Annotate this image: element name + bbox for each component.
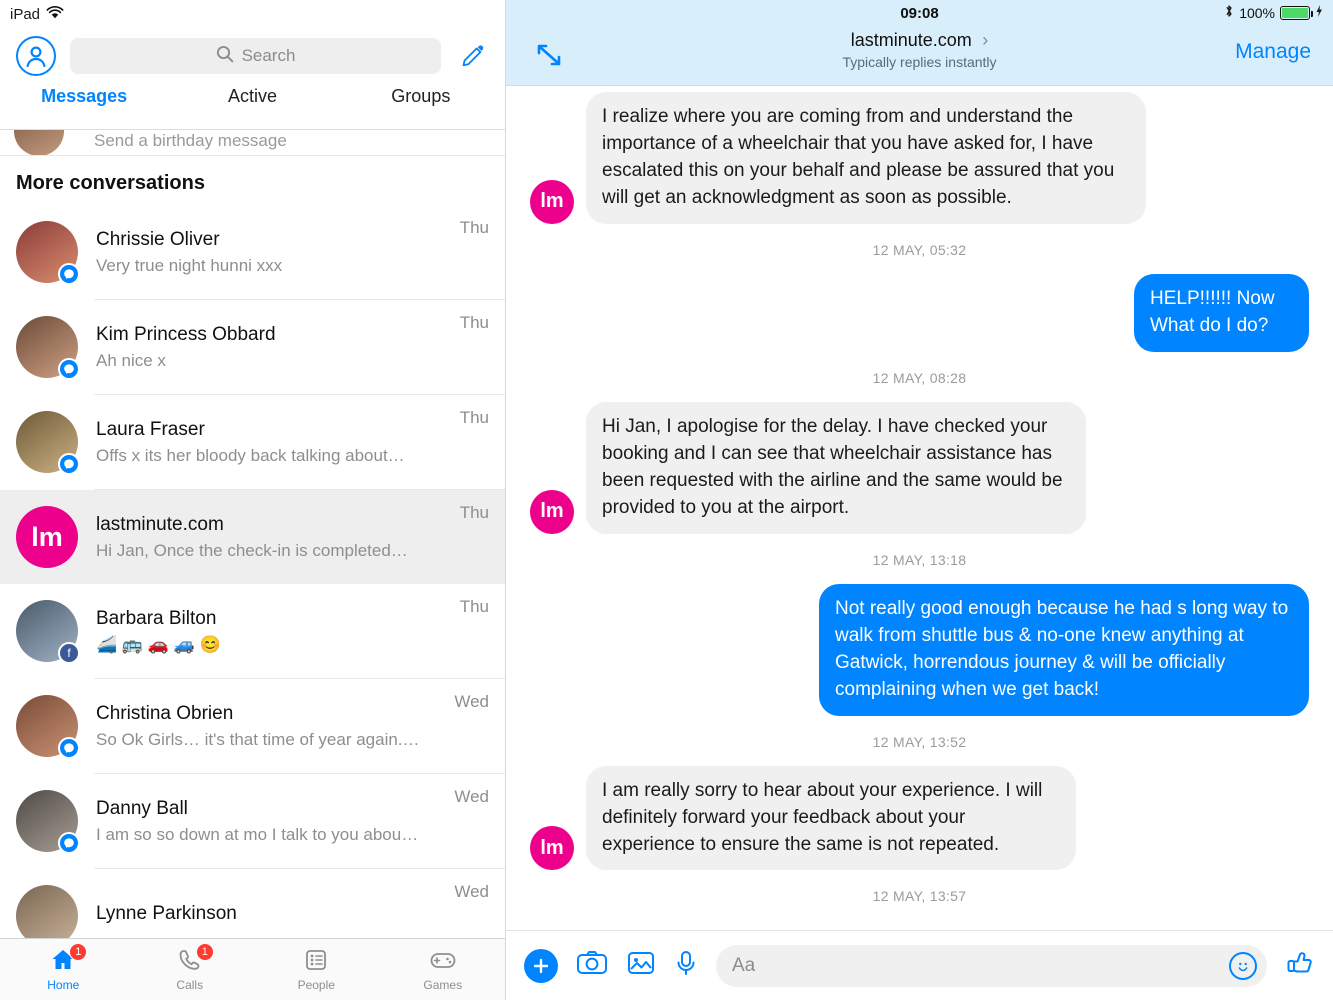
tab-people-label: People — [297, 977, 335, 992]
manage-button[interactable]: Manage — [1235, 40, 1311, 63]
list-item-preview: So Ok Girls… it's that time of year again.… — [96, 729, 420, 749]
list-item[interactable] — [0, 584, 505, 678]
battery-percent: 100% — [1239, 5, 1275, 21]
messenger-badge-icon — [58, 832, 80, 854]
avatar — [16, 790, 78, 852]
list-item-preview: 🚄 🚌 🚗 🚙 😊 — [96, 634, 221, 654]
emoji-smiley-icon[interactable] — [1229, 952, 1257, 980]
search-icon — [216, 45, 234, 68]
timestamp: 12 MAY, 13:52 — [872, 733, 967, 750]
message-tabs — [0, 84, 505, 130]
avatar — [14, 130, 64, 156]
ios-status-bar — [506, 0, 1333, 26]
list-item-preview: Send a birthday message — [94, 130, 287, 150]
conversations-pane — [0, 0, 506, 1000]
message-bubble[interactable]: I am really sorry to hear about your experience. I will definitely forward your feedback about your experience to ensure the same is not repeated. — [586, 766, 1076, 871]
list-item-time: Thu — [459, 503, 489, 522]
list-item-name: Kim Princess Obbard — [96, 323, 276, 345]
tab-games[interactable] — [380, 939, 507, 1000]
status-time: 09:08 — [900, 4, 939, 22]
timestamp: 12 MAY, 13:57 — [872, 888, 967, 905]
tab-active[interactable]: Active — [227, 86, 277, 106]
list-item[interactable] — [0, 300, 505, 394]
chat-pane — [506, 0, 1333, 1000]
timestamp: 12 MAY, 08:28 — [872, 369, 967, 386]
message-row — [506, 274, 1333, 352]
list-item-time: Thu — [459, 218, 489, 237]
message-composer — [506, 930, 1333, 1000]
avatar — [16, 316, 78, 378]
avatar — [16, 411, 78, 473]
list-item-name: Danny Ball — [96, 797, 188, 819]
facebook-badge-icon: f — [58, 642, 80, 664]
device-label: iPad — [10, 5, 41, 23]
bluetooth-icon — [1224, 3, 1234, 23]
list-item-name: Laura Fraser — [96, 418, 205, 440]
messenger-badge-icon — [58, 453, 80, 475]
list-item-lastminute[interactable] — [0, 490, 505, 584]
list-item-name: Lynne Parkinson — [96, 902, 237, 924]
tab-home-label: Home — [47, 977, 80, 992]
page-title: lastminute.com — [850, 30, 972, 50]
message-bubble[interactable]: I realize where you are coming from and understand the importance of a wheelchair that you have asked for, I have escalated this on your behalf and please be assured that you will get an acknowledgment as soon as possible. — [586, 92, 1146, 224]
battery-icon — [1280, 6, 1310, 20]
profile-avatar-icon[interactable] — [16, 36, 56, 76]
list-item-time: Thu — [459, 408, 489, 427]
list-item-preview: Very true night hunni xxx — [96, 255, 283, 275]
section-title: More conversations — [16, 172, 205, 194]
people-icon — [303, 948, 329, 975]
avatar — [16, 221, 78, 283]
games-icon — [429, 948, 457, 975]
search-row — [0, 28, 505, 84]
list-item[interactable] — [0, 205, 505, 299]
avatar: lm — [530, 180, 574, 224]
list-item-preview: I am so so down at mo I talk to you abou… — [96, 824, 419, 844]
avatar — [16, 695, 78, 757]
message-bubble[interactable]: HELP!!!!!! Now What do I do? — [1134, 274, 1309, 352]
chat-header — [506, 26, 1333, 86]
chevron-right-icon: › — [982, 30, 989, 50]
list-item-time: Thu — [459, 597, 489, 616]
message-bubble[interactable]: Not really good enough because he had s long way to walk from shuttle bus & no-one knew anything at Gatwick, horrendous journey & will be officially complaining when we get back! — [819, 584, 1309, 716]
chat-subtitle: Typically replies instantly — [842, 54, 997, 70]
plus-icon[interactable] — [524, 949, 558, 983]
list-item-preview: Hi Jan, Once the check-in is completed… — [96, 540, 408, 560]
list-item[interactable] — [0, 869, 505, 938]
badge-home: 1 — [69, 943, 87, 961]
timestamp: 12 MAY, 13:18 — [872, 551, 967, 568]
tab-calls-label: Calls — [176, 977, 204, 992]
message-input-placeholder: Aa — [732, 954, 756, 976]
photo-library-icon[interactable] — [626, 949, 656, 982]
list-item-time: Thu — [459, 313, 489, 332]
tab-games-label: Games — [423, 977, 463, 992]
list-item[interactable] — [0, 774, 505, 868]
list-item[interactable] — [0, 679, 505, 773]
message-row — [506, 92, 1333, 224]
message-row — [506, 402, 1333, 534]
list-item[interactable] — [0, 395, 505, 489]
list-item-preview: Offs x its her bloody back talking about… — [96, 445, 405, 465]
message-row — [506, 766, 1333, 871]
message-bubble[interactable]: Hi Jan, I apologise for the delay. I have checked your booking and I can see that wheelchair assistance has been requested with the airline and the same would be provided to you at the airport. — [586, 402, 1086, 534]
avatar — [16, 885, 78, 938]
avatar: lm — [530, 490, 574, 534]
search-placeholder: Search — [241, 46, 296, 65]
message-row — [506, 584, 1333, 716]
ipad-status-bar — [0, 0, 505, 28]
badge-calls: 1 — [196, 943, 214, 961]
avatar — [16, 506, 78, 568]
bottom-tab-bar — [0, 938, 506, 1000]
tab-calls[interactable] — [127, 939, 254, 1000]
list-item-name: lastminute.com — [96, 513, 224, 535]
list-item-time: Wed — [454, 692, 489, 711]
tab-groups[interactable]: Groups — [391, 86, 451, 106]
timestamp: 12 MAY, 05:32 — [872, 241, 967, 258]
message-thread[interactable] — [506, 86, 1333, 930]
compose-icon[interactable] — [455, 39, 489, 73]
messenger-badge-icon — [58, 737, 80, 759]
charging-bolt-icon — [1315, 4, 1323, 22]
messenger-badge-icon — [58, 358, 80, 380]
list-item-name: Chrissie Oliver — [96, 228, 220, 250]
tab-home[interactable] — [0, 939, 127, 1000]
list-item-time: Wed — [454, 882, 489, 901]
list-item-name: Barbara Bilton — [96, 607, 217, 629]
messenger-badge-icon — [58, 263, 80, 285]
tab-messages[interactable]: Messages — [41, 86, 128, 106]
list-item-preview: Ah nice x — [96, 350, 166, 370]
list-item-name: Christina Obrien — [96, 702, 234, 724]
lastminute-logo: lm — [16, 506, 78, 568]
thumbs-up-icon[interactable] — [1285, 948, 1315, 983]
search-input[interactable] — [70, 38, 441, 74]
wifi-icon — [46, 6, 64, 23]
microphone-icon[interactable] — [674, 949, 698, 982]
avatar — [16, 600, 78, 662]
tab-people[interactable] — [253, 939, 380, 1000]
chat-title-block[interactable] — [506, 30, 1333, 70]
message-input[interactable] — [716, 945, 1267, 987]
list-item-time: Wed — [454, 787, 489, 806]
conversation-list[interactable] — [0, 130, 505, 938]
camera-icon[interactable] — [576, 949, 608, 982]
avatar: lm — [530, 826, 574, 870]
list-item[interactable] — [0, 130, 505, 156]
